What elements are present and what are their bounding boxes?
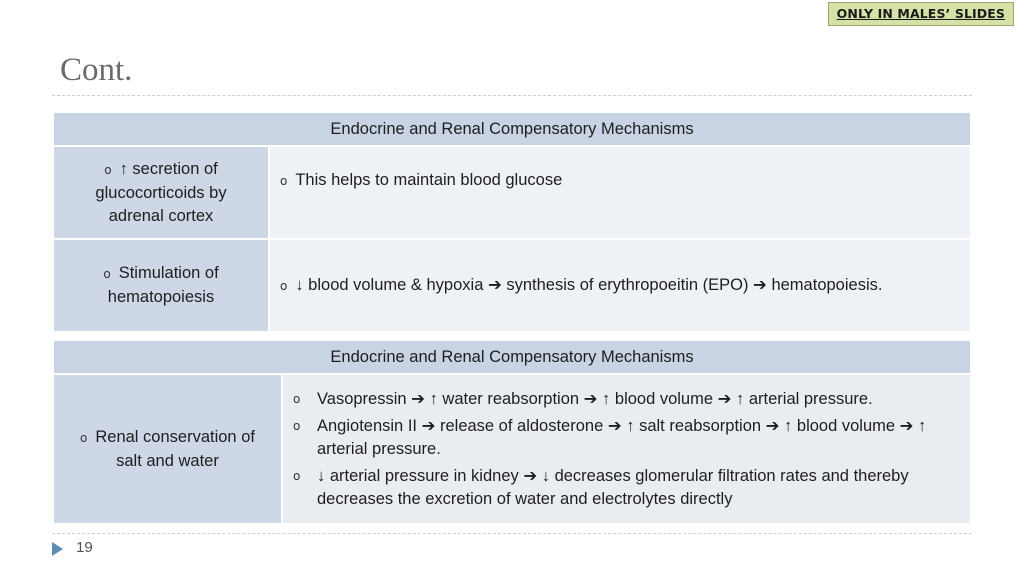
cell-text: This helps to maintain blood glucose [295,170,563,189]
item-text: ↓ arterial pressure in kidney ➔ ↓ decreases glomerular filtration rates and thereby decreases the excretion of water and electrolytes directly [317,466,909,508]
mechanisms-table-1 [52,111,972,333]
table-row [53,239,971,332]
mechanisms-table-2 [52,339,972,525]
footer-divider [52,533,972,534]
triangle-icon [52,542,63,556]
table-1-row-2-cause [53,239,269,332]
bullet-icon: o [80,430,88,445]
bullet-icon: o [293,468,301,483]
table-2-cause [53,374,282,524]
table-1-header: Endocrine and Renal Compensatory Mechanisms [53,112,971,146]
bullet-icon: o [103,267,111,281]
cell-text: ↓ blood volume & hypoxia ➔ synthesis of erythropoeitin (EPO) ➔ hematopoiesis. [295,275,883,294]
table-2-effects [282,374,971,524]
table-1-row-2-effect [269,239,971,332]
table-1-row-1-effect [269,146,971,239]
table-1-row-1-cause [53,146,269,239]
page-number: 19 [76,539,93,556]
title-divider [52,95,972,96]
table-2-header: Endocrine and Renal Compensatory Mechanisms [53,340,971,374]
cell-text: Stimulation of hematopoiesis [107,264,219,306]
list-item [293,415,962,461]
item-text: Vasopressin ➔ ↑ water reabsorption ➔ ↑ blood volume ➔ ↑ arterial pressure. [317,389,873,408]
bullet-icon: o [293,418,301,433]
slide-title: Cont. [60,52,133,88]
table-row [53,146,971,239]
effects-list [283,376,970,523]
bullet-icon: o [280,173,288,188]
males-only-badge: ONLY IN MALES’ SLIDES [828,2,1014,26]
bullet-icon: o [280,278,288,293]
cell-text: Renal conservation of salt and water [95,427,255,470]
item-text: Angiotensin II ➔ release of aldosterone ➔ ↑ salt reabsorption ➔ ↑ blood volume ➔ ↑ arterial pressure. [317,416,927,458]
list-item [293,465,962,511]
bullet-icon: o [293,391,301,406]
bullet-icon: o [104,162,112,177]
list-item [293,388,962,411]
cell-text: ↑ secretion of glucocorticoids by adrenal cortex [95,159,227,225]
table-row [53,374,971,524]
